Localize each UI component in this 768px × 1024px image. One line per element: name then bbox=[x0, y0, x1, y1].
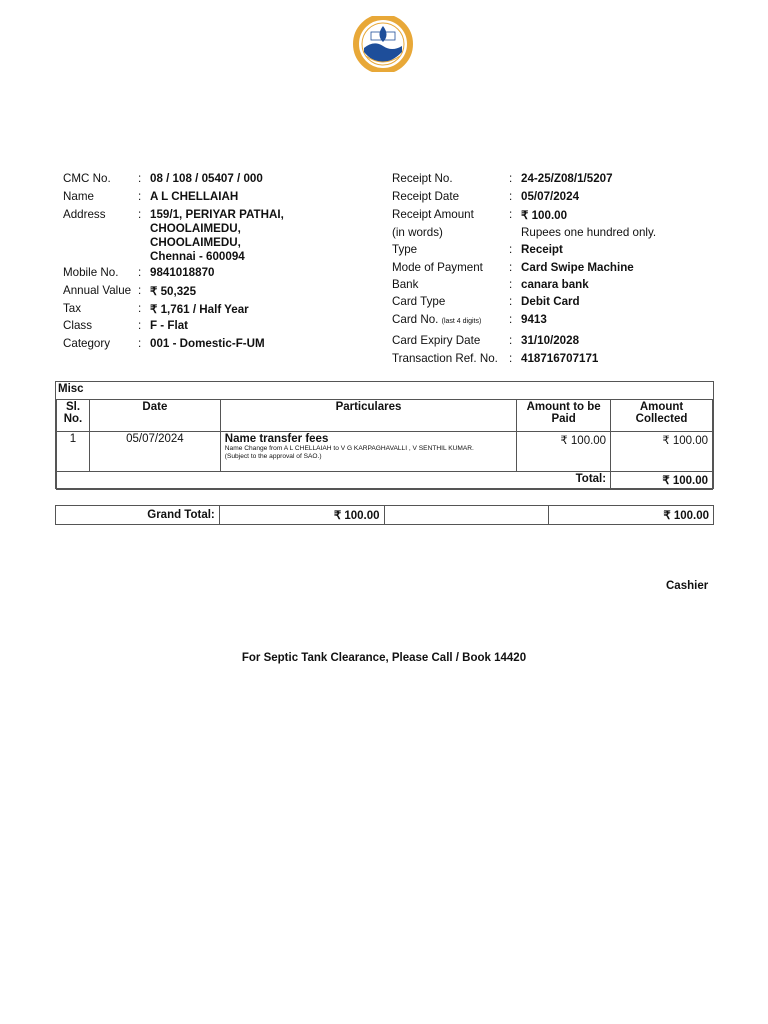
row-particulars bbox=[220, 432, 516, 472]
grand-total-blank bbox=[384, 506, 549, 525]
mobile-label: Mobile No. bbox=[63, 266, 119, 279]
total-value: ₹ 100.00 bbox=[611, 472, 713, 490]
card-type-label: Card Type bbox=[392, 295, 446, 308]
grand-total-collected: ₹ 100.00 bbox=[549, 506, 714, 525]
bank-value: canara bank bbox=[521, 278, 589, 291]
cmc-no-value: 08 / 108 / 05407 / 000 bbox=[150, 172, 263, 185]
row-amount-collected: ₹ 100.00 bbox=[611, 432, 713, 472]
row-amount-to-pay: ₹ 100.00 bbox=[517, 432, 611, 472]
card-no-label bbox=[392, 313, 481, 326]
receipt-date-label: Receipt Date bbox=[392, 190, 460, 203]
colon: : bbox=[138, 302, 142, 315]
payment-mode-label: Mode of Payment bbox=[392, 261, 483, 274]
receipt-no-label: Receipt No. bbox=[392, 172, 453, 185]
colon: : bbox=[509, 295, 513, 308]
annual-value: ₹ 50,325 bbox=[150, 285, 197, 298]
annual-value-label: Annual Value bbox=[63, 284, 132, 297]
particulars-title: Name transfer fees bbox=[224, 433, 329, 445]
misc-table bbox=[56, 399, 713, 490]
card-expiry-value: 31/10/2028 bbox=[521, 334, 580, 347]
name-label: Name bbox=[63, 190, 94, 203]
colon: : bbox=[509, 313, 513, 326]
grand-total-to-pay: ₹ 100.00 bbox=[219, 506, 384, 525]
grand-total-table bbox=[55, 505, 714, 525]
misc-section bbox=[55, 381, 714, 489]
colon: : bbox=[138, 319, 142, 332]
colon: : bbox=[138, 190, 142, 203]
colon: : bbox=[509, 172, 513, 185]
bank-label: Bank bbox=[392, 278, 419, 291]
receipt-no-value: 24-25/Z08/1/5207 bbox=[521, 172, 613, 185]
row-date: 05/07/2024 bbox=[89, 432, 220, 472]
row-sl: 1 bbox=[57, 432, 90, 472]
colon: : bbox=[138, 284, 142, 297]
colon: : bbox=[138, 208, 142, 221]
col-sl-no: Sl. No. bbox=[57, 400, 90, 432]
receipt-amount-label: Receipt Amount bbox=[392, 208, 474, 221]
receipt-info bbox=[392, 172, 732, 368]
receipt-date-value: 05/07/2024 bbox=[521, 190, 580, 203]
customer-info bbox=[63, 172, 363, 352]
col-date: Date bbox=[89, 400, 220, 432]
class-value: F - Flat bbox=[150, 319, 188, 332]
grand-total-row bbox=[56, 506, 714, 525]
water-board-seal-icon bbox=[344, 16, 422, 72]
type-label: Type bbox=[392, 243, 418, 256]
txn-ref-label: Transaction Ref. No. bbox=[392, 352, 498, 365]
colon: : bbox=[138, 172, 142, 185]
particulars-note: (Subject to the approval of SAO.) bbox=[224, 453, 322, 460]
total-label: Total: bbox=[57, 472, 611, 490]
class-label: Class bbox=[63, 319, 92, 332]
septic-notice: For Septic Tank Clearance, Please Call / Book 14420 bbox=[241, 652, 527, 664]
col-particulars: Particulares bbox=[220, 400, 516, 432]
tax-value: ₹ 1,761 / Half Year bbox=[150, 303, 249, 316]
txn-ref-value: 418716707171 bbox=[521, 352, 599, 365]
address-line: Chennai - 600094 bbox=[150, 250, 245, 263]
table-row bbox=[57, 432, 713, 472]
colon: : bbox=[509, 352, 513, 365]
card-no-label-text: Card No. bbox=[392, 313, 439, 326]
misc-header: Misc bbox=[58, 383, 84, 395]
in-words-value: Rupees one hundred only. bbox=[521, 226, 657, 239]
grand-total-label: Grand Total: bbox=[56, 506, 220, 525]
card-expiry-label: Card Expiry Date bbox=[392, 334, 481, 347]
mobile-value: 9841018870 bbox=[150, 266, 215, 279]
colon: : bbox=[138, 337, 142, 350]
colon: : bbox=[138, 266, 142, 279]
card-type-value: Debit Card bbox=[521, 295, 580, 308]
address-line: 159/1, PERIYAR PATHAI, bbox=[150, 208, 284, 221]
type-value: Receipt bbox=[521, 243, 563, 256]
colon: : bbox=[509, 190, 513, 203]
cashier-label: Cashier bbox=[666, 580, 709, 592]
colon: : bbox=[509, 278, 513, 291]
in-words-label: (in words) bbox=[392, 226, 443, 239]
colon: : bbox=[509, 208, 513, 221]
address-line: CHOOLAIMEDU, bbox=[150, 222, 241, 235]
colon: : bbox=[509, 334, 513, 347]
cmc-no-label: CMC No. bbox=[63, 172, 111, 185]
tax-label: Tax bbox=[63, 302, 82, 315]
category-value: 001 - Domestic-F-UM bbox=[150, 337, 265, 350]
category-label: Category bbox=[63, 337, 111, 350]
col-amount-to-pay: Amount to be Paid bbox=[517, 400, 611, 432]
name-value: A L CHELLAIAH bbox=[150, 190, 239, 203]
particulars-desc: Name Change from A L CHELLAIAH to V G KARPAGHAVALLI , V SENTHIL KUMAR. bbox=[224, 445, 474, 452]
payment-mode-value: Card Swipe Machine bbox=[521, 261, 634, 274]
receipt-amount-value: ₹ 100.00 bbox=[521, 209, 568, 222]
card-no-note: (last 4 digits) bbox=[441, 318, 482, 325]
colon: : bbox=[509, 261, 513, 274]
card-no-value: 9413 bbox=[521, 313, 547, 326]
address-label: Address bbox=[63, 208, 106, 221]
colon: : bbox=[509, 243, 513, 256]
address-line: CHOOLAIMEDU, bbox=[150, 236, 241, 249]
total-row bbox=[57, 472, 713, 490]
table-header-row bbox=[57, 400, 713, 432]
col-amount-collected: Amount Collected bbox=[611, 400, 713, 432]
